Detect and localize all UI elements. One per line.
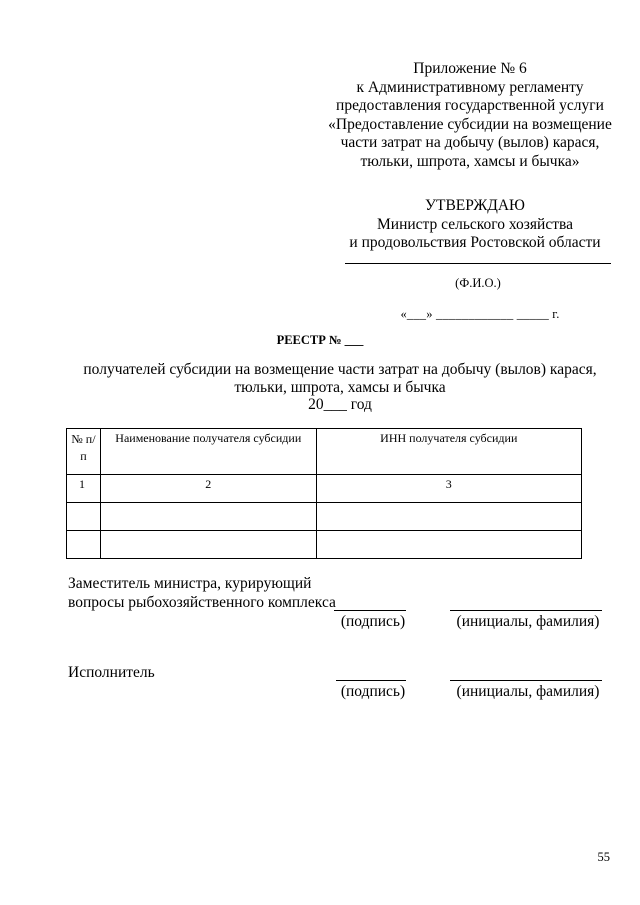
numbering-cell: 3 (316, 475, 581, 503)
deputy-signature-line (334, 610, 406, 611)
table-numbering-row (67, 475, 582, 503)
executor-name-line (450, 680, 602, 681)
appendix-header (320, 60, 620, 171)
table-header-row (67, 429, 582, 475)
table-row (67, 503, 582, 531)
table-cell (100, 531, 316, 559)
header-inn: ИНН получателя субсидии (316, 429, 581, 475)
approval-date: «___» ____________ _____ г. (400, 307, 560, 321)
deputy-name-line (450, 610, 602, 611)
registry-subtitle-line1: получателей субсидии на возмещение части затрат на добычу (вылов) карася, (83, 361, 597, 378)
deputy-minister-label-line1: Заместитель министра, курирующий (68, 575, 312, 592)
registry-subtitle (60, 361, 620, 414)
appendix-line: предоставления государственной услуги (336, 97, 604, 114)
header-number: № п/п (67, 429, 101, 475)
approval-position-line2: и продовольствия Ростовской области (349, 234, 601, 251)
table-cell (67, 531, 101, 559)
registry-title: РЕЕСТР № ___ (276, 333, 364, 347)
numbering-cell: 2 (100, 475, 316, 503)
executor-label: Исполнитель (68, 664, 155, 681)
table-cell (316, 503, 581, 531)
executor-signature-label: (подпись) (340, 683, 406, 700)
deputy-signature-label: (подпись) (340, 613, 406, 630)
table-cell (100, 503, 316, 531)
executor-name-label: (инициалы, фамилия) (456, 683, 600, 700)
approval-signature-line (345, 263, 611, 264)
approval-title: УТВЕРЖДАЮ (425, 197, 525, 214)
numbering-cell: 1 (67, 475, 101, 503)
approval-position-line1: Министр сельского хозяйства (377, 215, 573, 233)
appendix-line: части затрат на добычу (вылов) карася, (340, 134, 600, 151)
appendix-line: тюльки, шпрота, хамсы и бычка» (360, 152, 580, 170)
approval-block (330, 197, 620, 253)
table-cell (316, 531, 581, 559)
executor-signature-line (336, 680, 406, 681)
deputy-minister-label-line2: вопросы рыбохозяйственного комплекса (68, 594, 336, 611)
registry-year: 20___ год (308, 396, 372, 413)
header-recipient-name: Наименование получателя субсидии (100, 429, 316, 475)
appendix-line: «Предоставление субсидии на возмещение (328, 115, 612, 133)
table-cell (67, 503, 101, 531)
appendix-line: Приложение № 6 (413, 60, 527, 77)
table-row (67, 531, 582, 559)
appendix-line: к Административному регламенту (356, 78, 584, 96)
page-number: 55 (597, 850, 610, 864)
approval-fio-label: (Ф.И.О.) (455, 276, 501, 290)
registry-subtitle-line2: тюльки, шпрота, хамсы и бычка (234, 378, 446, 396)
deputy-name-label: (инициалы, фамилия) (456, 613, 600, 630)
registry-table (66, 428, 582, 559)
